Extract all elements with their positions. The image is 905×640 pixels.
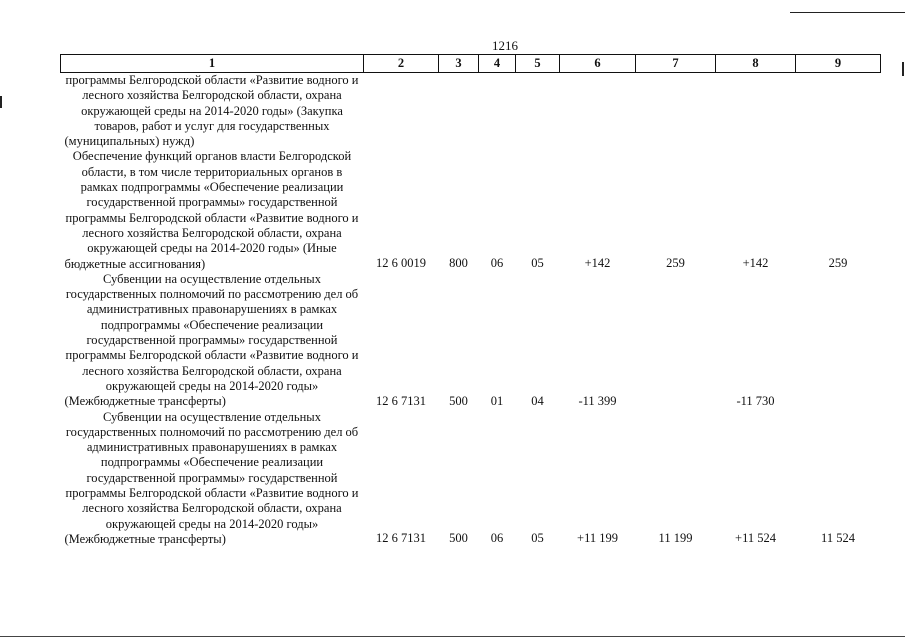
expense-type (439, 73, 479, 150)
section: 06 (490, 255, 504, 270)
column-header: 4 (479, 55, 516, 73)
expense-type: 500 (449, 531, 468, 546)
value-col-8: +142 (742, 255, 769, 270)
budget-table (60, 54, 881, 547)
table-header-row (61, 55, 881, 73)
value-col-7 (636, 272, 716, 410)
row-description: программы Белгородской области «Развитие водного и лесного хозяйства Белгородской области, охрана окружающей среды на 2014-2020 годы» (Закупка товаров, работ и услуг для государственных (муниципальных) нужд) (64, 73, 359, 149)
table-row (61, 410, 881, 548)
page-number: 1216 (492, 38, 518, 53)
value-col-8 (716, 73, 796, 150)
value-col-9 (796, 272, 881, 410)
value-col-6: +142 (584, 255, 611, 270)
column-header: 7 (636, 55, 716, 73)
section: 06 (490, 531, 504, 546)
table-row (61, 149, 881, 271)
row-description: Субвенции на осуществление отдельных государственных полномочий по рассмотрению дел об административных правонарушениях в рамках подпрограммы «Обеспечение реализации государственной программы» государственной программы Белгородской области «Развитие водного и лесного хозяйства Белгородской области, охрана окружающей среды на 2014-2020 годы» (Межбюджетные трансферты) (64, 409, 359, 546)
target-article-code: 12 6 7131 (376, 393, 426, 408)
column-header: 8 (716, 55, 796, 73)
target-article-code: 12 6 0019 (376, 255, 426, 270)
subsection: 05 (531, 255, 544, 270)
value-col-7: 259 (666, 255, 685, 270)
target-article-code (364, 73, 439, 150)
value-col-9 (796, 73, 881, 150)
column-header: 1 (61, 55, 364, 73)
subsection (516, 73, 560, 150)
value-col-7 (636, 73, 716, 150)
scan-edge-tick-left (0, 96, 2, 108)
section (479, 73, 516, 150)
target-article-code: 12 6 7131 (376, 531, 426, 546)
value-col-8: -11 730 (736, 393, 775, 408)
column-header: 2 (364, 55, 439, 73)
subsection: 04 (531, 393, 544, 408)
value-col-9: 259 (828, 255, 848, 270)
value-col-6: +11 199 (577, 531, 618, 546)
value-col-7: 11 199 (658, 531, 693, 546)
value-col-6 (560, 73, 636, 150)
subsection: 05 (531, 531, 544, 546)
value-col-6: -11 399 (578, 393, 617, 408)
column-header: 9 (796, 55, 881, 73)
section: 01 (490, 393, 504, 408)
scan-edge-line-top (790, 12, 905, 13)
scan-edge-tick-right (902, 62, 904, 76)
value-col-9: 11 524 (821, 531, 855, 546)
column-header: 3 (439, 55, 479, 73)
column-header: 5 (516, 55, 560, 73)
table-row (61, 73, 881, 150)
row-description: Субвенции на осуществление отдельных государственных полномочий по рассмотрению дел об административных правонарушениях в рамках подпрограммы «Обеспечение реализации государственной программы» государственной программы Белгородской области «Развитие водного и лесного хозяйства Белгородской области, охрана окружающей среды на 2014-2020 годы» (Межбюджетные трансферты) (64, 271, 359, 409)
table-row (61, 272, 881, 410)
expense-type: 800 (449, 255, 468, 270)
scan-edge-line-bottom (0, 636, 905, 637)
column-header: 6 (560, 55, 636, 73)
expense-type: 500 (449, 393, 468, 408)
row-description: Обеспечение функций органов власти Белгородской области, в том числе территориальных органов в рамках подпрограммы «Обеспечение реализации государственной программы» государственной программы Белгородской области «Развитие водного и лесного хозяйства Белгородской области, охрана окружающей среды на 2014-2020 годы» (Иные бюджетные ассигнования) (64, 149, 359, 271)
value-col-8: +11 524 (735, 531, 776, 546)
